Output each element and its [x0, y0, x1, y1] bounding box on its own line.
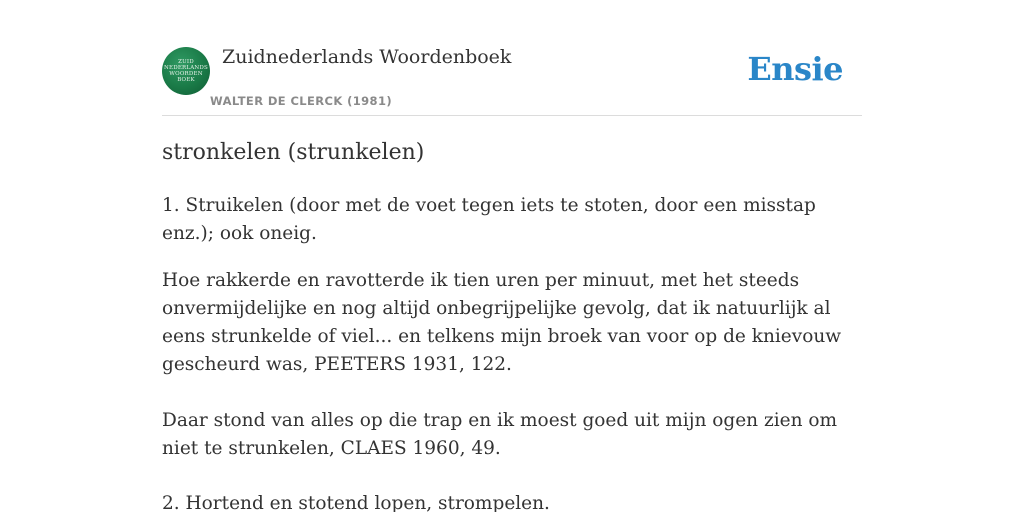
logo-line: ZUID [178, 59, 194, 65]
logo-line: WOORDEN [169, 71, 203, 77]
dictionary-title-link[interactable]: Zuidnederlands Woordenboek [222, 46, 512, 68]
dictionary-logo[interactable] [162, 47, 210, 95]
example-quote-1: Hoe rakkerde en ravotterde ik tien uren per minuut, met het steeds onvermijdelijke en nog altijd onbegrijpelijke gevolg, dat ik natuurlijk al eens strunkelde of viel... en telkens mijn broek van voor op de knievouw gescheurd was, PEETERS 1931, 122. [162, 270, 842, 375]
logo-line: BOEK [177, 77, 195, 83]
header [162, 0, 862, 116]
ensie-brand-link[interactable]: Ensie [747, 50, 843, 88]
logo-line: NEDERLANDS [163, 65, 208, 71]
definition-1: 1. Struikelen (door met de voet tegen iets te stoten, door een misstap enz.); ook oneig. [162, 195, 816, 244]
content-container [162, 0, 862, 512]
entry-title: stronkelen (strunkelen) [162, 140, 425, 165]
logo-lettering [162, 47, 210, 95]
author-label: WALTER DE CLERCK (1981) [210, 94, 393, 108]
definition-2: 2. Hortend en stotend lopen, strompelen. [162, 493, 550, 512]
example-quote-2: Daar stond van alles op die trap en ik moest goed uit mijn ogen zien om niet te strunkelen, CLAES 1960, 49. [162, 410, 838, 459]
